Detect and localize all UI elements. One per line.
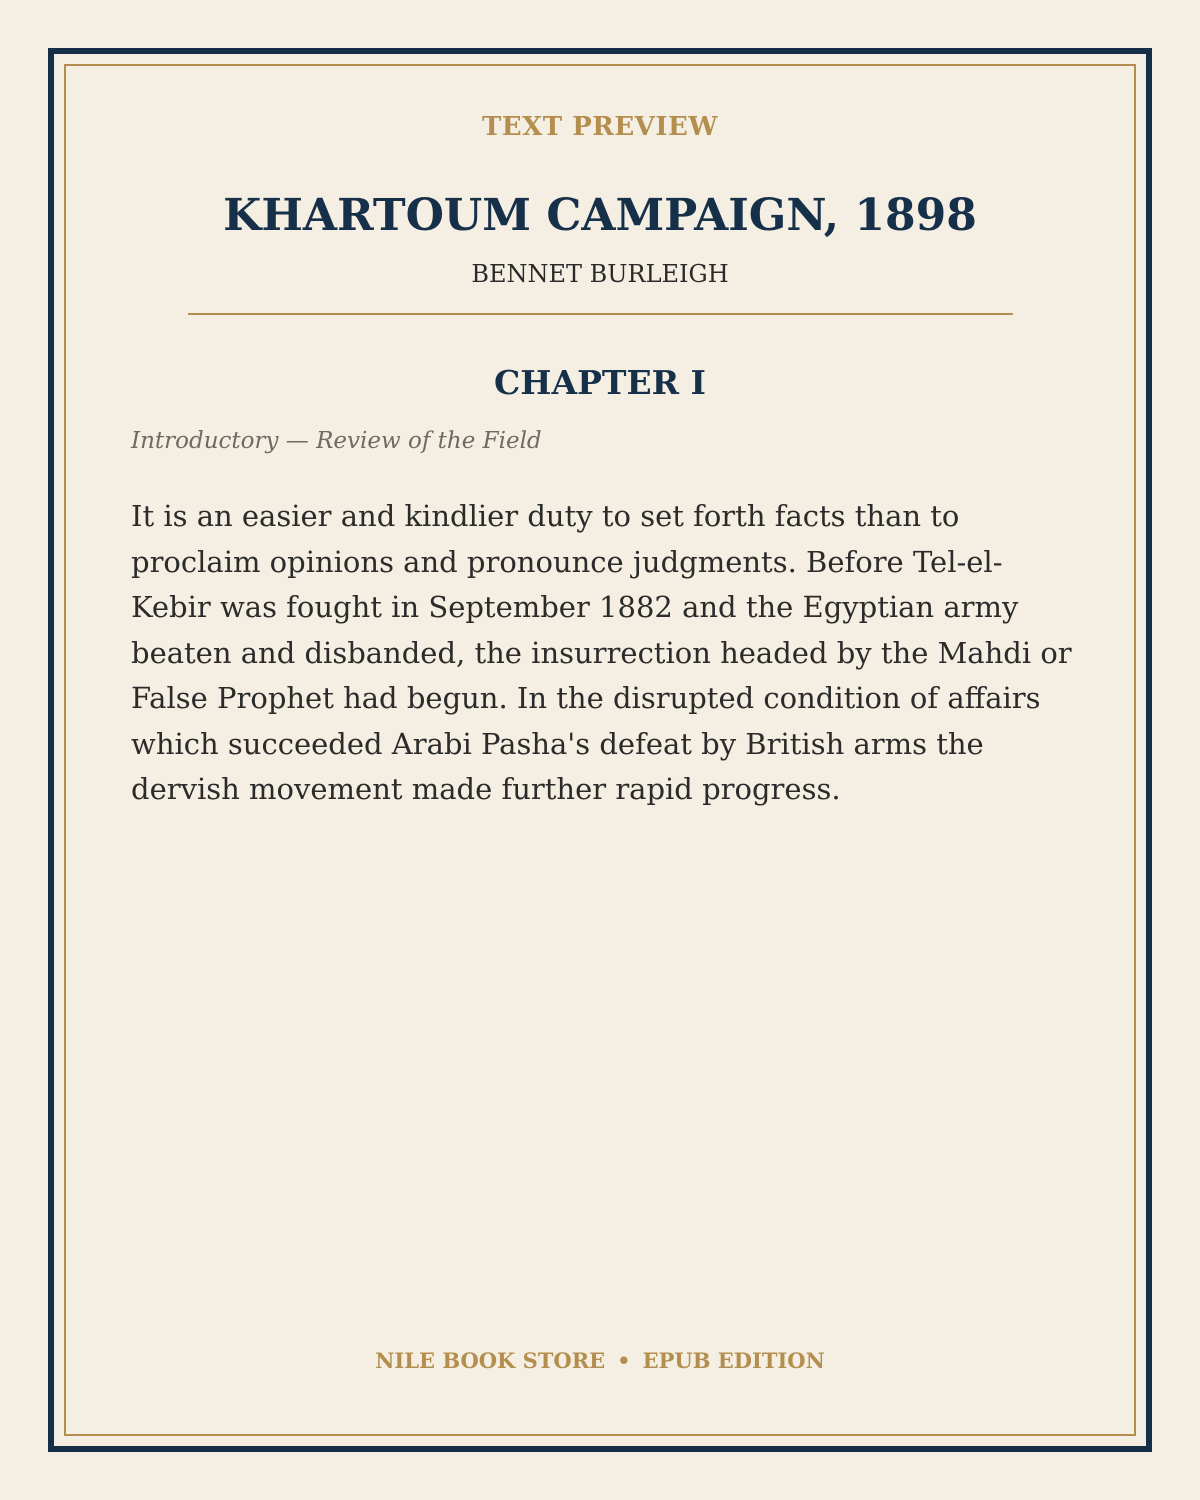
preview-label: TEXT PREVIEW (481, 112, 719, 142)
author-name: BENNET BURLEIGH (471, 260, 729, 288)
chapter-heading: CHAPTER I (494, 363, 706, 402)
footer-separator: • (617, 1348, 631, 1373)
chapter-body-text: It is an easier and kindlier duty to set forth facts than to proclaim opinions and pronounce judgments. Before Tel-el-Kebir was fought in September 1882 and the Egyptian army beaten and disbanded, the insurrection headed by the Mahdi or False Prophet had begun. In the disrupted condition of affairs which succeeded Arabi Pasha's defeat by British arms the dervish movement made further rapid progress. (131, 499, 1072, 806)
footer (0, 1348, 1200, 1373)
footer-store-name: NILE BOOK STORE (375, 1348, 606, 1373)
chapter-subtitle: Introductory — Review of the Field (131, 428, 542, 454)
footer-edition: EPUB EDITION (642, 1348, 825, 1373)
title-divider (188, 313, 1013, 315)
book-title: KHARTOUM CAMPAIGN, 1898 (223, 190, 977, 241)
